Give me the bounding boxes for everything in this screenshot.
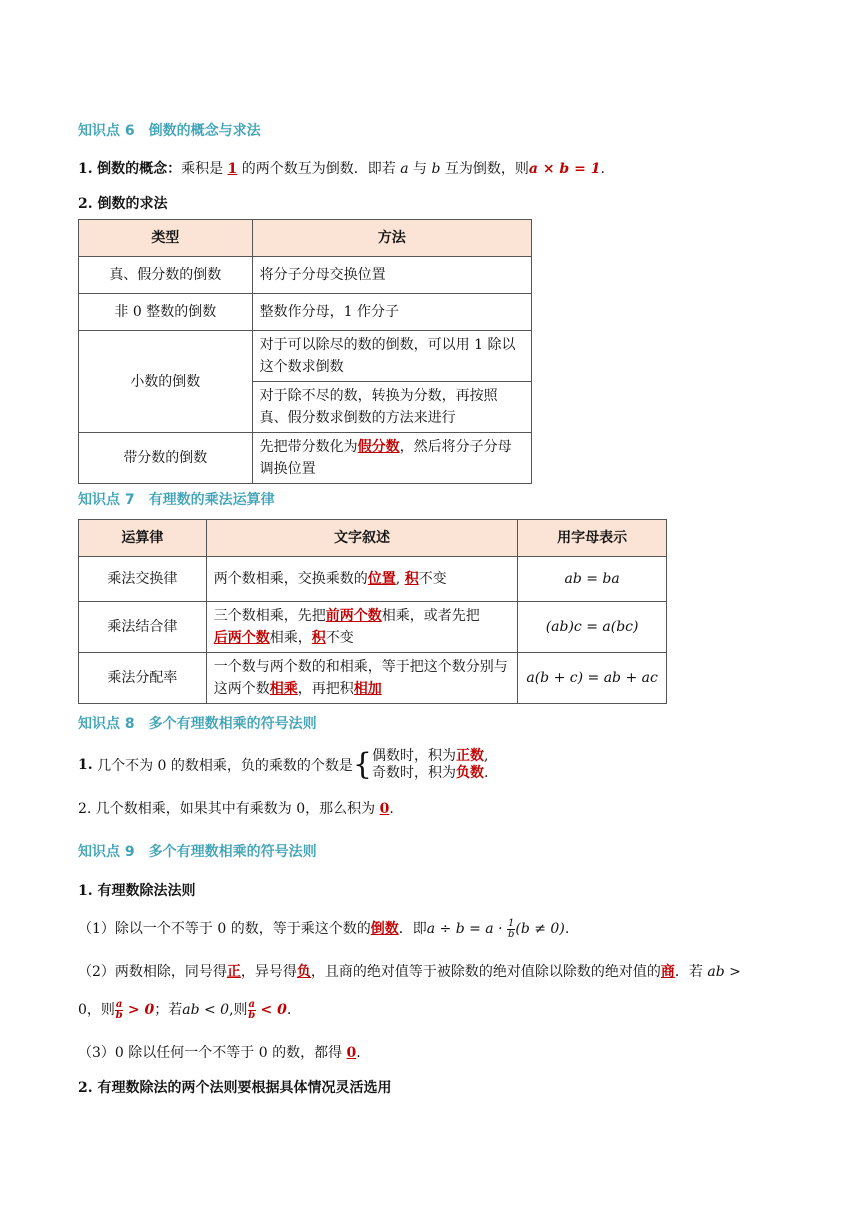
section-heading-kp6: 知识点 6 倒数的概念与求法 [78,123,261,139]
division-rule-2-line1 [78,961,741,981]
reciprocal-methods-heading: 2. 倒数的求法 [78,196,168,212]
table-header-row [79,220,532,257]
text: 不变 [418,571,447,587]
reciprocal-table [78,219,532,484]
table-cell-formula: ab = ba [518,557,667,602]
text: 与 [413,161,427,177]
case-odd [372,765,488,781]
table-header: 用字母表示 [518,520,667,557]
text: , [483,748,489,764]
answer-red: 负数 [455,765,484,781]
text: 先把带分数化为 [259,439,358,455]
text: . [600,161,605,177]
text: ，再把积 [297,681,354,697]
text: 一个数与两个数的和相乘，等于把这个数分别与这两个数 [213,659,508,697]
answer-blank: 前两个数 [325,608,382,624]
table-header: 方法 [252,220,531,257]
table-header: 类型 [79,220,253,257]
text: ，异号得 [240,964,297,980]
table-cell: 乘法交换律 [79,557,207,602]
text: 偶数时，积为 [371,748,456,764]
table-row [79,602,667,653]
table-cell-formula: a(b + c) = ab + ac [518,653,667,704]
answer-blank: 积 [311,630,326,646]
text: 两个数相乘，交换乘数的 [213,571,368,587]
sign-rule-2 [78,798,394,818]
formula: ab < 0 [182,1002,230,1018]
text: ．若 [674,964,703,980]
numerator: a [115,998,123,1010]
formula: ab > [707,964,741,980]
fraction [115,1000,123,1021]
answer-blank: 相乘 [269,681,298,697]
text: （3）0 除以任何一个不等于 0 的数，都得 [78,1045,343,1061]
fraction [248,1000,256,1021]
table-cell: 乘法分配率 [79,653,207,704]
text: 几个不为 0 的数相乘，负的乘数的个数是 [97,758,353,774]
table-row [79,557,667,602]
formula: > 0 [127,1002,155,1018]
table-cell: 小数的倒数 [79,331,253,433]
denominator: b [248,1009,256,1021]
var-a: a [400,161,409,177]
answer-blank: 位置 [367,571,396,587]
text: 0，则 [78,1002,115,1018]
text: ，且商的绝对值等于被除数的绝对值除以除数的绝对值的 [310,964,661,980]
answer-blank: 0 [346,1045,357,1061]
answer-red: 正数 [455,748,484,764]
table-header: 文字叙述 [206,520,517,557]
table-cell: 对于可以除尽的数的倒数，可以用 1 除以这个数求倒数 [252,331,531,382]
text: ，然后将分子分母调换位置 [259,439,512,477]
table-row [79,653,667,704]
section-heading-kp9: 知识点 9 多个有理数相乘的符号法则 [78,844,317,860]
answer-blank: 0 [379,801,390,817]
section-heading-kp8: 知识点 8 多个有理数相乘的符号法则 [78,716,317,732]
table-cell [252,433,531,484]
text: （2）两数相除，同号得 [78,964,227,980]
text: 2. 几个数相乘，如果其中有乘数为 0，那么积为 [78,801,376,817]
sign-rule-1 [78,748,488,782]
var-b: b [431,161,441,177]
table-cell: 将分子分母交换位置 [252,257,531,294]
table-row [79,433,532,484]
division-rules-heading: 1. 有理数除法法则 [78,883,196,899]
answer-blank: 积 [404,571,419,587]
table-cell: 真、假分数的倒数 [79,257,253,294]
table-cell-formula: (ab)c = a(bc) [518,602,667,653]
formula: a ÷ b = a · [426,921,503,937]
table-header-row [79,520,667,557]
division-rule-3 [78,1042,361,1062]
formula: < 0 [260,1002,287,1018]
numerator: a [248,998,256,1010]
division-rules-choice: 2. 有理数除法的两个法则要根据具体情况灵活选用 [78,1080,392,1096]
item-number: 1. [78,757,93,773]
answer-blank: 1 [227,161,238,177]
table-cell [206,557,517,602]
table-row [79,257,532,294]
text: 相乘，或者先把 [381,608,480,624]
text: , [395,571,405,587]
cases [372,748,488,782]
table-cell: 带分数的倒数 [79,433,253,484]
text: 相乘， [269,630,312,646]
item-number: 1. [78,161,93,177]
text: . [564,921,570,937]
text: ．即 [398,921,427,937]
table-row [79,294,532,331]
answer-blank: 相加 [353,681,382,697]
text: （1）除以一个不等于 0 的数，等于乘这个数的 [78,921,371,937]
answer-blank: 负 [296,964,311,980]
formula: a × b = 1 [528,161,601,177]
table-row [79,331,532,382]
answer-blank: 假分数 [357,439,400,455]
answer-blank: 正 [226,964,241,980]
definition-label: 倒数的概念： [97,161,182,177]
text: 三个数相乘，先把 [213,608,326,624]
table-cell [206,602,517,653]
division-rule-2-line2 [78,999,291,1021]
text: ；若 [154,1002,183,1018]
numerator: 1 [508,917,515,929]
text: 互为倒数，则 [444,161,529,177]
brace-icon: { [352,747,372,782]
condition: (b ≠ 0) [515,921,565,937]
denominator: b [507,928,515,940]
denominator: b [115,1009,123,1021]
text: 奇数时，积为 [371,765,456,781]
table-cell: 对于除不尽的数，转换为分数，再按照真、假分数求倒数的方法来进行 [252,382,531,433]
table-header: 运算律 [79,520,207,557]
table-cell: 整数作分母，1 作分子 [252,294,531,331]
answer-blank: 倒数 [370,921,399,937]
text: 的两个数互为倒数．即若 [241,161,396,177]
table-cell: 非 0 整数的倒数 [79,294,253,331]
section-heading-kp7: 知识点 7 有理数的乘法运算律 [78,492,275,508]
text: . [483,765,489,781]
answer-blank: 后两个数 [213,630,270,646]
table-cell: 乘法结合律 [79,602,207,653]
division-rule-1 [78,918,569,940]
text: . [356,1045,361,1061]
text: 乘积是 [181,161,224,177]
text: . [389,801,394,817]
text: ,则 [229,1002,248,1018]
multiplication-laws-table [78,519,667,704]
table-cell [206,653,517,704]
answer-blank: 商 [660,964,675,980]
text: 不变 [325,630,354,646]
case-even [372,748,488,764]
reciprocal-definition [78,158,605,178]
text: . [286,1002,292,1018]
